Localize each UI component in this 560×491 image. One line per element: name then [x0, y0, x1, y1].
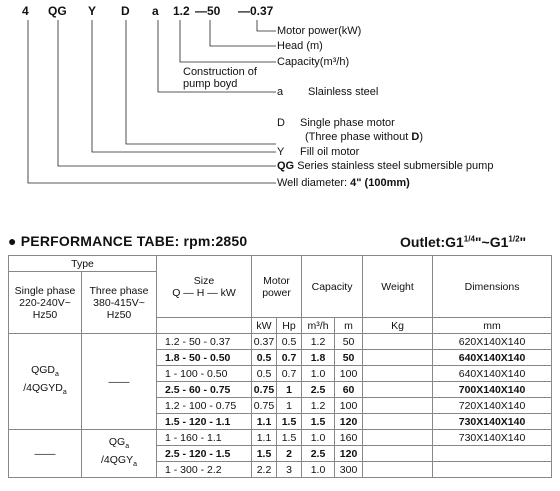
outlet-frac2: 1/2 [508, 234, 520, 244]
cell-size: 1.2 - 100 - 0.75 [157, 398, 252, 414]
header-kg: Kg [363, 318, 433, 334]
cell-dimensions: 730X140X140 [433, 430, 552, 446]
cell-kw: 1.1 [252, 430, 277, 446]
cell-head: 160 [335, 430, 363, 446]
header-mm: mm [433, 318, 552, 334]
cell-weight [363, 350, 433, 366]
label-qg-text: Series stainless steel submersible pump [297, 160, 494, 172]
label-d-note-bold: D [411, 131, 420, 143]
header-three-line1: Three phase [89, 284, 149, 297]
cell-size: 1.5 - 120 - 1.1 [157, 414, 252, 430]
outlet-sep: "~G1 [474, 234, 509, 250]
subscript-a: a [55, 371, 59, 379]
subscript-a: a [125, 443, 130, 451]
header-size-line1: Size [193, 274, 215, 287]
header-size-line2: Q — H — kW [172, 286, 236, 299]
table-row [9, 430, 552, 446]
cell-kw: 0.5 [252, 366, 277, 382]
header-m3h: m³/h [302, 318, 335, 334]
cell-capacity: 1.2 [302, 334, 335, 350]
group2-single-type: —— [9, 430, 82, 478]
label-y-text: Fill oil motor [300, 146, 360, 158]
cell-size: 1 - 300 - 2.2 [157, 462, 252, 478]
cell-head: 120 [335, 446, 363, 462]
cell-kw: 1.5 [252, 446, 277, 462]
cell-kw: 0.5 [252, 350, 277, 366]
header-size-unit [157, 318, 252, 334]
cell-hp: 0.5 [277, 334, 302, 350]
cell-head: 100 [335, 366, 363, 382]
cell-kw: 0.37 [252, 334, 277, 350]
cell-hp: 0.7 [277, 350, 302, 366]
header-dimensions: Dimensions [433, 256, 552, 318]
outlet-prefix: Outlet:G1 [400, 234, 464, 250]
cell-hp: 1.5 [277, 430, 302, 446]
cell-capacity: 2.5 [302, 382, 335, 398]
performance-title [8, 233, 247, 249]
header-three-line3: Hz50 [106, 308, 132, 321]
header-single-line3: Hz50 [32, 308, 58, 321]
cell-hp: 0.7 [277, 366, 302, 382]
cell-dimensions: 720X140X140 [433, 398, 552, 414]
group1-single-name: $QGD_a$ [31, 364, 59, 379]
header-single-line1: Single phase [14, 284, 76, 297]
header-type: Type [9, 256, 157, 272]
header-three-line2: 380-415V~ [93, 296, 145, 309]
header-hp: Hp [277, 318, 302, 334]
cell-weight [363, 398, 433, 414]
cell-capacity: 1.5 [302, 414, 335, 430]
code-part-y: Y [88, 4, 97, 18]
cell-dimensions: 700X140X140 [433, 382, 552, 398]
label-a-text: Slainless steel [308, 86, 379, 98]
table-row [9, 334, 552, 350]
header-kw: kW [252, 318, 277, 334]
header-size [157, 256, 252, 318]
cell-weight [363, 446, 433, 462]
cell-weight [363, 414, 433, 430]
cell-dimensions: 640X140X140 [433, 350, 552, 366]
label-y-letter: Y [277, 146, 285, 158]
code-part-d: D [121, 4, 130, 18]
cell-capacity: 1.0 [302, 462, 335, 478]
label-qg-bold: QG [277, 160, 295, 172]
cell-head: 120 [335, 414, 363, 430]
cell-size: 1 - 160 - 1.1 [157, 430, 252, 446]
cell-capacity: 2.5 [302, 446, 335, 462]
cell-hp: 1 [277, 398, 302, 414]
cell-kw: 0.75 [252, 398, 277, 414]
header-motor-line1: Motor [263, 274, 290, 287]
header-m: m [335, 318, 363, 334]
cell-dimensions: 620X140X140 [433, 334, 552, 350]
label-well-text: Well diameter: [277, 177, 348, 189]
label-d-note [305, 131, 423, 144]
label-capacity: Capacity(m³/h) [277, 56, 350, 68]
label-well-value: 4" (100mm) [350, 177, 410, 189]
header-capacity: Capacity [302, 256, 363, 318]
cell-dimensions [433, 462, 552, 478]
label-head: Head (m) [277, 40, 323, 52]
cell-capacity: 1.8 [302, 350, 335, 366]
cell-hp: 1.5 [277, 414, 302, 430]
cell-capacity: 1.0 [302, 430, 335, 446]
cell-hp: 3 [277, 462, 302, 478]
label-d-note-prefix: (Three phase without [305, 131, 409, 143]
cell-weight [363, 334, 433, 350]
label-a-letter: a [277, 86, 284, 98]
cell-weight [363, 382, 433, 398]
group1-single-name2: $/4QGYD_a$ [23, 381, 67, 396]
group2-three-type [82, 430, 157, 478]
label-construction-2: pump boyd [183, 78, 238, 90]
cell-head: 300 [335, 462, 363, 478]
subscript-a: a [133, 460, 138, 468]
label-qg [277, 160, 493, 173]
performance-title-text: PERFORMANCE TABE: rpm:2850 [20, 233, 248, 249]
cell-kw: 1.1 [252, 414, 277, 430]
header-weight: Weight [363, 256, 433, 318]
cell-size: 1 - 100 - 0.50 [157, 366, 252, 382]
label-d-letter: D [277, 117, 285, 129]
cell-dimensions [433, 446, 552, 462]
cell-hp: 2 [277, 446, 302, 462]
bullet-icon: ● [8, 233, 17, 249]
cell-head: 60 [335, 382, 363, 398]
header-single-phase [9, 272, 82, 334]
label-d-note-suffix: ) [419, 131, 424, 143]
group1-three-type: —— [82, 334, 157, 430]
code-part-capacity: 1.2 [173, 4, 190, 18]
outlet-frac1: 1/4 [463, 234, 475, 244]
label-motor-power: Motor power(kW) [277, 25, 362, 37]
code-part-power: —0.37 [238, 4, 274, 18]
cell-weight [363, 462, 433, 478]
cell-weight [363, 430, 433, 446]
cell-kw: 0.75 [252, 382, 277, 398]
cell-head: 50 [335, 350, 363, 366]
code-part-a: a [152, 4, 159, 18]
outlet-suffix: " [519, 234, 527, 250]
cell-weight [363, 366, 433, 382]
cell-size: 2.5 - 60 - 0.75 [157, 382, 252, 398]
outlet-spec [400, 234, 526, 250]
code-part-4: 4 [22, 4, 29, 18]
header-single-line2: 220-240V~ [19, 296, 71, 309]
code-part-head: —50 [195, 4, 221, 18]
cell-size: 2.5 - 120 - 1.5 [157, 446, 252, 462]
group1-single-type [9, 334, 82, 430]
cell-head: 50 [335, 334, 363, 350]
code-part-qg: QG [48, 4, 67, 18]
cell-head: 100 [335, 398, 363, 414]
cell-dimensions: 640X140X140 [433, 366, 552, 382]
cell-capacity: 1.2 [302, 398, 335, 414]
cell-hp: 1 [277, 382, 302, 398]
cell-kw: 2.2 [252, 462, 277, 478]
group2-three-name2: $/4QGY_a$ [101, 453, 138, 468]
performance-table [8, 255, 552, 478]
group2-three-name: $QG_a$ [108, 436, 130, 451]
cell-size: 1.8 - 50 - 0.50 [157, 350, 252, 366]
header-three-phase [82, 272, 157, 334]
header-motor-line2: power [262, 286, 291, 299]
subscript-a: a [62, 388, 67, 396]
cell-capacity: 1.0 [302, 366, 335, 382]
header-motor-power [252, 256, 302, 318]
label-d-text: Single phase motor [300, 117, 395, 129]
cell-size: 1.2 - 50 - 0.37 [157, 334, 252, 350]
label-well [277, 177, 410, 190]
cell-dimensions: 730X140X140 [433, 414, 552, 430]
label-construction: Construction of [183, 66, 257, 78]
